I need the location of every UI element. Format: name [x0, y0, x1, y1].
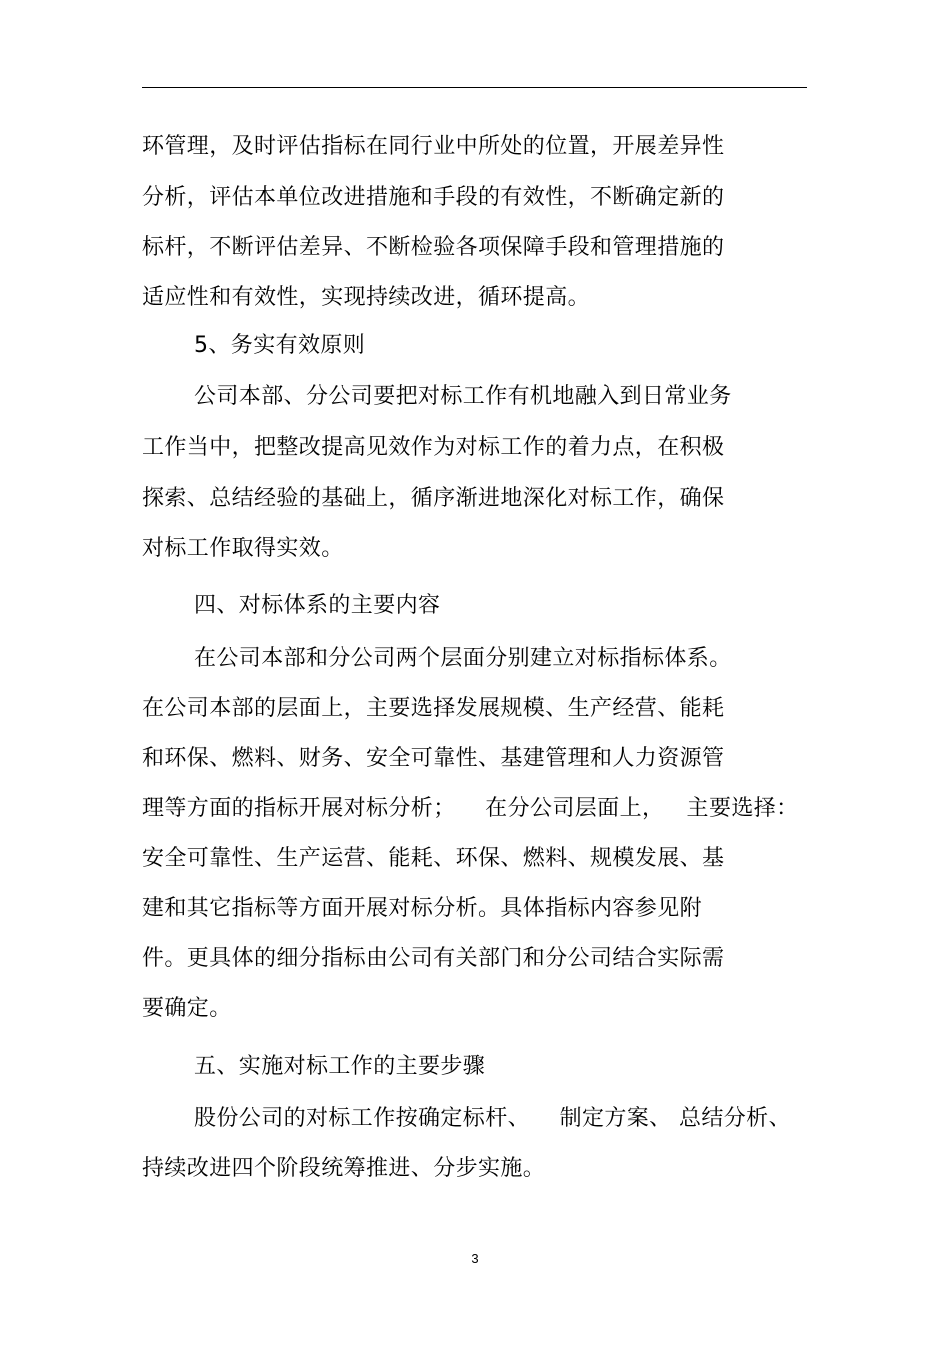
section-heading: 四、对标体系的主要内容 — [194, 593, 441, 618]
body-line: 建和其它指标等方面开展对标分析。具体指标内容参见附 — [142, 896, 703, 921]
body-line: 对标工作取得实效。 — [142, 536, 344, 561]
body-line: 工作当中，把整改提高见效作为对标工作的着力点，在积极 — [142, 435, 725, 460]
page-number: 3 — [471, 1251, 479, 1266]
body-line: 公司本部、分公司要把对标工作有机地融入到日常业务 — [194, 384, 732, 409]
body-line: 安全可靠性、生产运营、能耗、环保、燃料、规模发展、基 — [142, 846, 725, 871]
body-line: 标杆，不断评估差异、不断检验各项保障手段和管理措施的 — [142, 235, 725, 260]
body-line: 股份公司的对标工作按确定标杆、 制定方案、 总结分析、 — [194, 1106, 791, 1131]
body-line: 环管理，及时评估指标在同行业中所处的位置，开展差异性 — [142, 134, 725, 159]
body-line: 理等方面的指标开展对标分析； 在分公司层面上， 主要选择： — [142, 796, 799, 821]
section-heading: 5、务实有效原则 — [194, 333, 366, 358]
body-line: 探索、总结经验的基础上，循序渐进地深化对标工作，确保 — [142, 486, 725, 511]
body-line: 分析，评估本单位改进措施和手段的有效性，不断确定新的 — [142, 185, 725, 210]
body-line: 适应性和有效性，实现持续改进，循环提高。 — [142, 285, 591, 310]
body-line: 在公司本部和分公司两个层面分别建立对标指标体系。 — [194, 646, 732, 671]
header-rule — [142, 87, 807, 88]
section-heading: 五、实施对标工作的主要步骤 — [194, 1054, 486, 1079]
body-line: 要确定。 — [142, 996, 232, 1021]
body-line: 和环保、燃料、财务、安全可靠性、基建管理和人力资源管 — [142, 746, 725, 771]
body-line: 件。更具体的细分指标由公司有关部门和分公司结合实际需 — [142, 946, 725, 971]
body-line: 在公司本部的层面上，主要选择发展规模、生产经营、能耗 — [142, 696, 725, 721]
body-line: 持续改进四个阶段统筹推进、分步实施。 — [142, 1156, 546, 1181]
